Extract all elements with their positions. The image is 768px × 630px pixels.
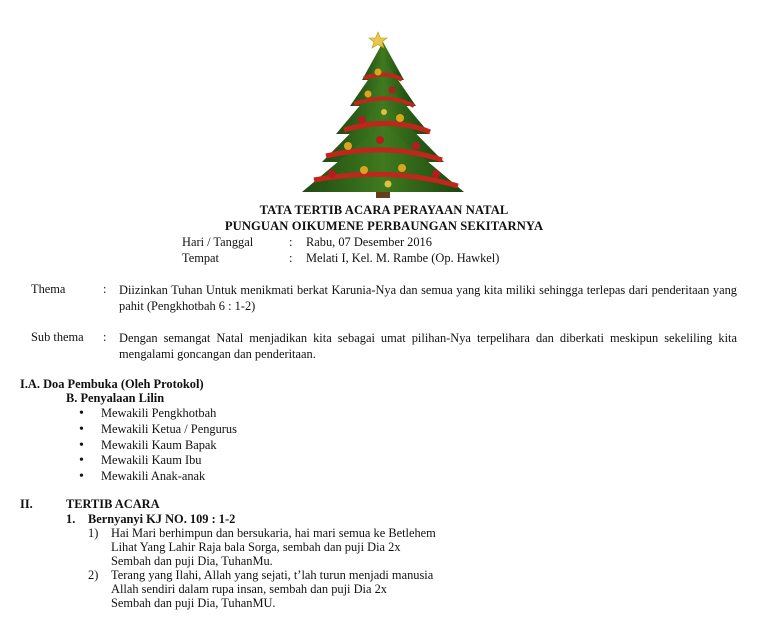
thema-label: Thema — [31, 282, 66, 296]
info-sep-date: : — [289, 235, 293, 249]
info-value-place: Melati I, Kel. M. Rambe (Op. Hawkel) — [306, 251, 500, 265]
item1-title: Bernyanyi KJ NO. 109 : 1-2 — [88, 512, 236, 526]
section-ia-heading: I.A. Doa Pembuka (Oleh Protokol) — [20, 377, 204, 391]
section-ii-title: TERTIB ACARA — [66, 497, 160, 511]
thema-text: Diizinkan Tuhan Untuk menikmati berkat Karunia-Nya dan semua yang kita miliki sehingga terlepas dari penderitaan yang pahit (Pengkhotbah 6 : 1-2) — [119, 283, 737, 313]
doc-title: TATA TERTIB ACARA PERAYAAN NATAL — [259, 203, 509, 217]
verse1-number: 1) — [88, 526, 99, 540]
list-item: • Mewakili Pengkhotbah — [79, 406, 237, 422]
verse2-line2: Allah sendiri dalam rupa insan, sembah dan puji Dia 2x — [111, 582, 387, 596]
verse2-line3: Sembah dan puji Dia, TuhanMU. — [111, 596, 276, 610]
list-item: • Mewakili Anak-anak — [79, 469, 237, 485]
verse1-line2: Lihat Yang Lahir Raja bala Sorga, sembah dan puji Dia 2x — [111, 540, 401, 554]
section-ii-number: II. — [20, 497, 33, 511]
list-item: • Mewakili Ketua / Pengurus — [79, 422, 237, 438]
list-item: • Mewakili Kaum Ibu — [79, 453, 237, 469]
subthema-sep: : — [103, 330, 107, 344]
candle-list — [79, 406, 237, 485]
subthema-text: Dengan semangat Natal menjadikan kita sebagai umat pilihan-Nya terpelihara dan diberkati meskipun sekeliling kita mengalami goncangan dan penderitaan. — [119, 331, 737, 361]
list-item: • Mewakili Kaum Bapak — [79, 438, 237, 454]
verse2-number: 2) — [88, 568, 99, 582]
subthema-label: Sub thema — [31, 330, 84, 344]
christmas-tree-image — [292, 28, 474, 200]
info-sep-place: : — [289, 251, 293, 265]
verse1-line1: Hai Mari berhimpun dan bersukaria, hai mari semua ke Betlehem — [111, 526, 436, 540]
item1-number: 1. — [66, 512, 76, 526]
doc-subtitle: PUNGUAN OIKUMENE PERBAUNGAN SEKITARNYA — [224, 219, 544, 233]
thema-sep: : — [103, 282, 107, 296]
verse1-line3: Sembah dan puji Dia, TuhanMu. — [111, 554, 273, 568]
info-value-date: Rabu, 07 Desember 2016 — [306, 235, 432, 249]
verse2-line1: Terang yang Ilahi, Allah yang sejati, t’lah turun menjadi manusia — [111, 568, 434, 582]
info-label-place: Tempat — [182, 251, 219, 265]
info-label-date: Hari / Tanggal — [182, 235, 254, 249]
section-b-heading: B. Penyalaan Lilin — [66, 391, 165, 405]
